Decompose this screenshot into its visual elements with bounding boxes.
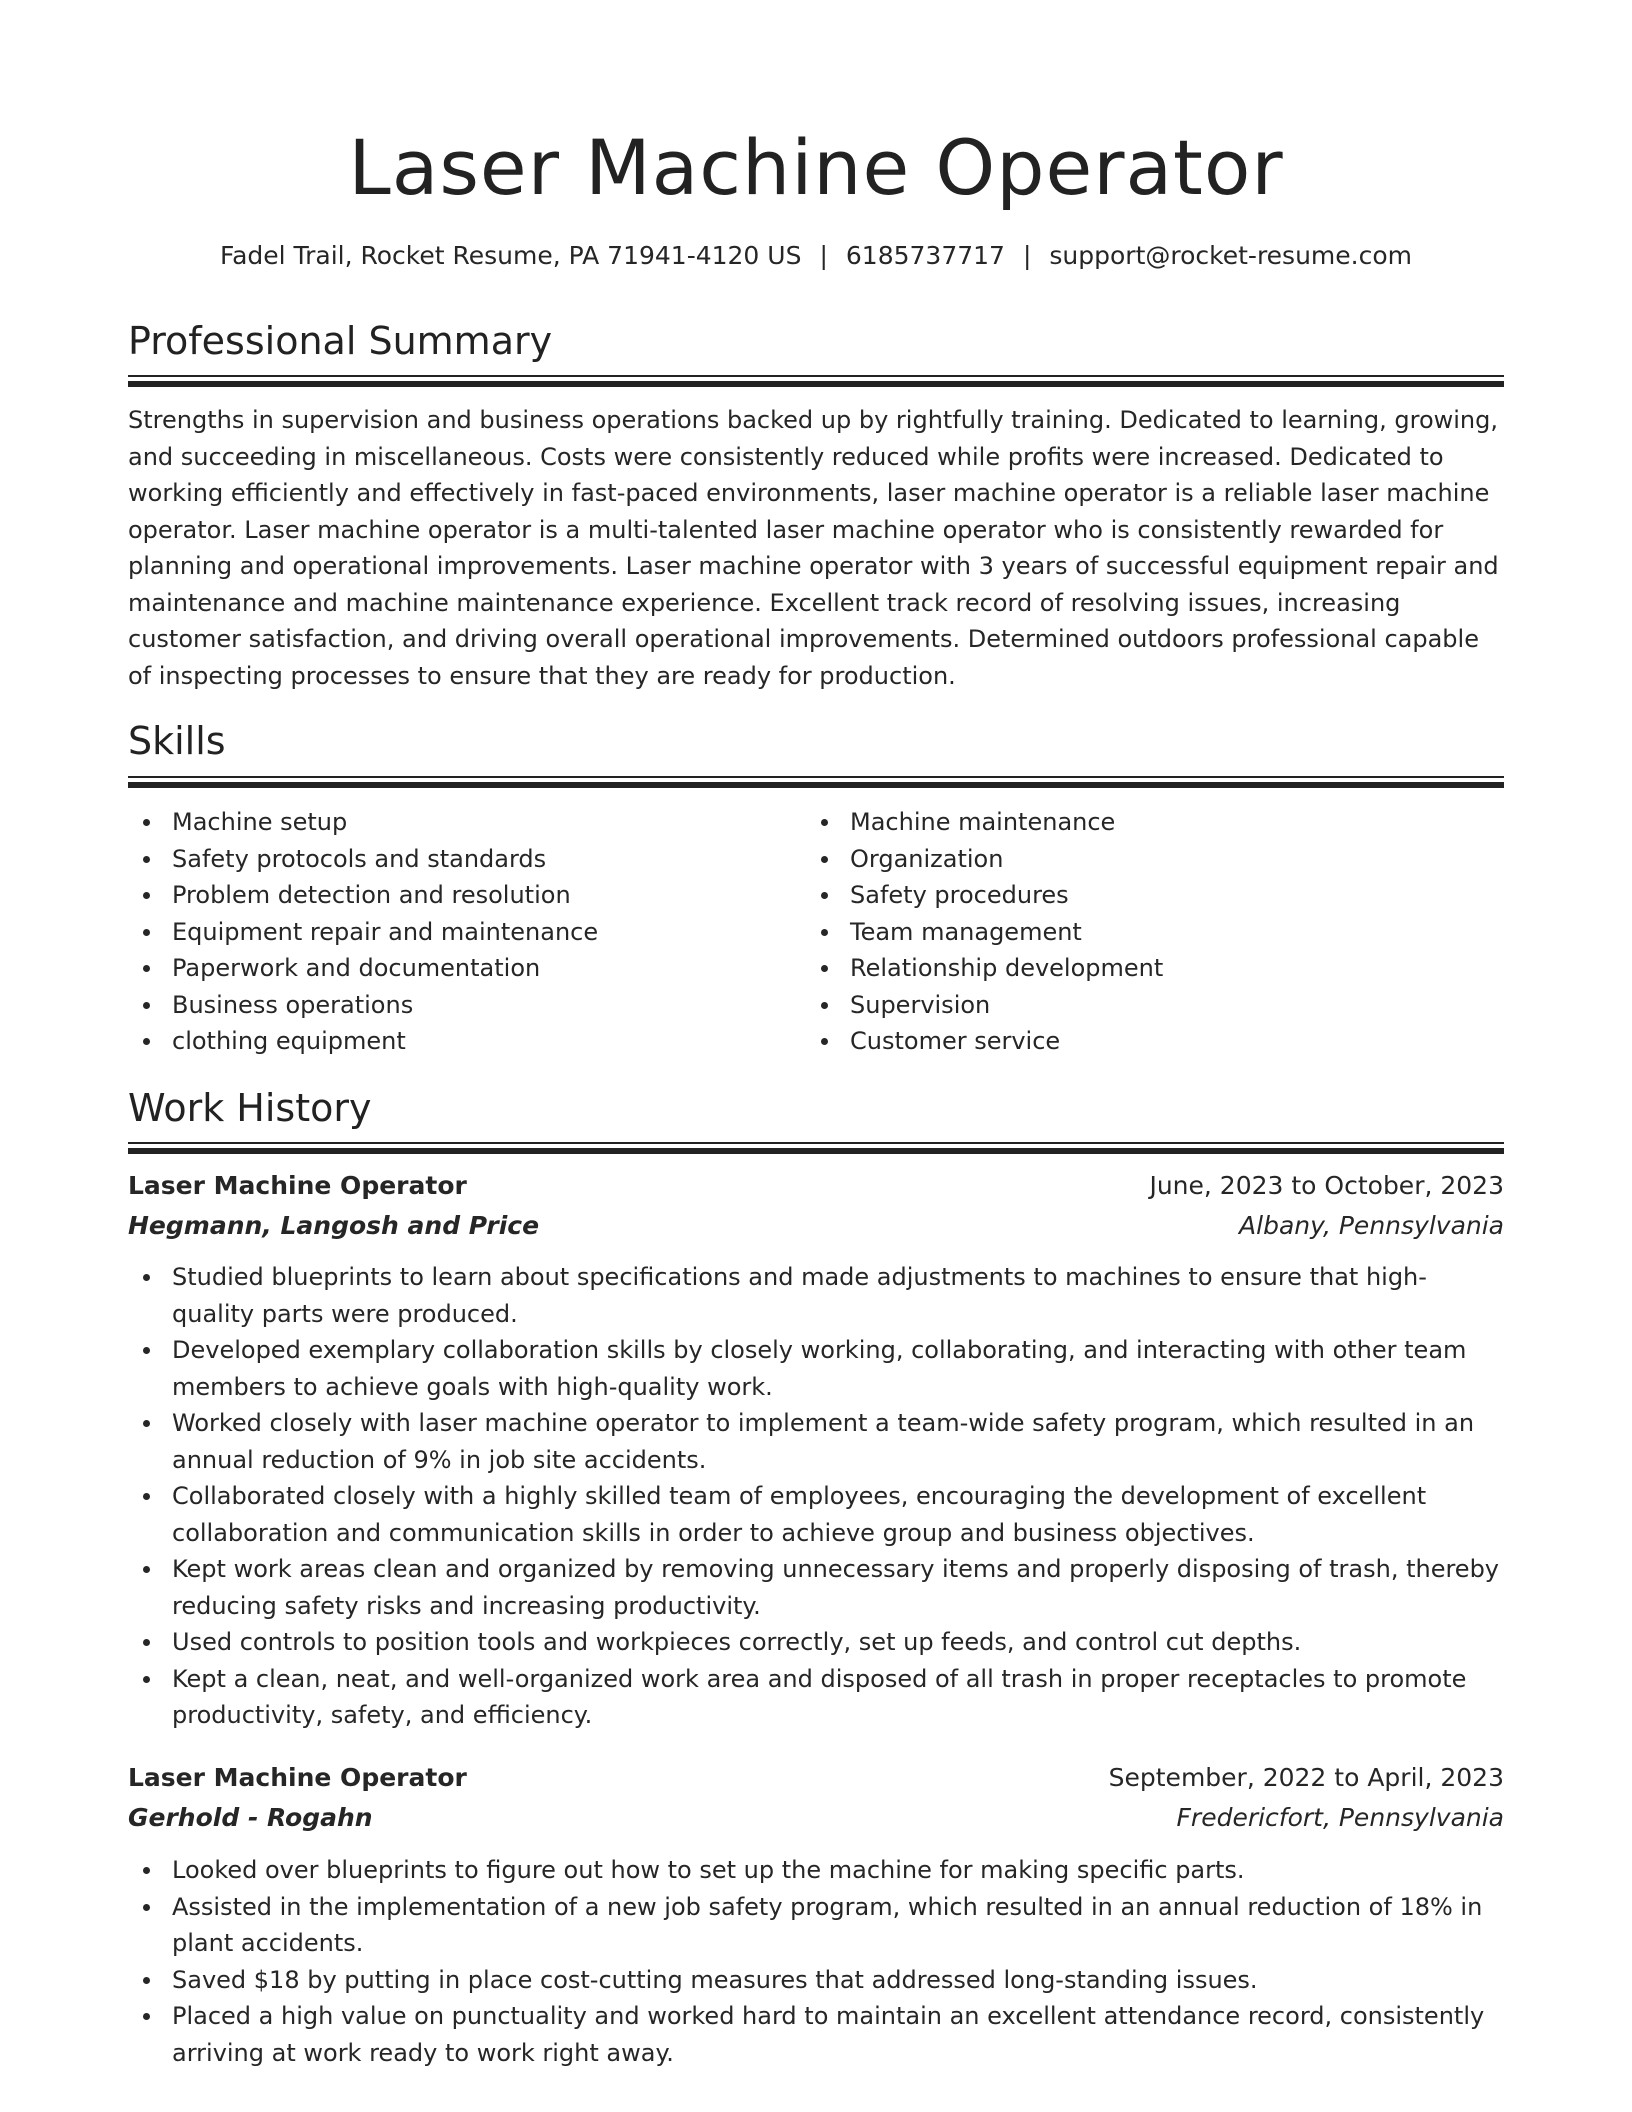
job-header (128, 1168, 1504, 1248)
job-title: Laser Machine Operator (128, 1171, 467, 1200)
job-bullet: Worked closely with laser machine operator to implement a team-wide safety program, which resulted in an annual reduction of 9% in job site accidents. (128, 1405, 1504, 1478)
job-location: Albany, Pennsylvania (1239, 1211, 1504, 1240)
skill-item: Organization (806, 841, 1466, 878)
skill-item: Safety procedures (806, 877, 1466, 914)
job-bullet: Assisted in the implementation of a new job safety program, which resulted in an annual reduction of 18% in plant accidents. (128, 1889, 1504, 1962)
job-bullets (128, 1259, 1504, 1734)
skill-item: Machine setup (128, 804, 788, 841)
contact-phone: 6185737717 (845, 241, 1005, 270)
contact-separator: | (819, 241, 828, 270)
skill-item: Business operations (128, 987, 788, 1024)
job-dates: September, 2022 to April, 2023 (1108, 1763, 1504, 1792)
contact-line (128, 238, 1504, 274)
section-divider (128, 1142, 1504, 1154)
job-bullet: Used controls to position tools and workpieces correctly, set up feeds, and control cut depths. (128, 1624, 1504, 1661)
section-divider (128, 375, 1504, 387)
skill-item: Customer service (806, 1023, 1466, 1060)
skill-item: Supervision (806, 987, 1466, 1024)
job-bullet: Collaborated closely with a highly skilled team of employees, encouraging the development of excellent collaboration and communication skills in order to achieve group and business objectives. (128, 1478, 1504, 1551)
section-divider (128, 776, 1504, 788)
job-company: Gerhold - Rogahn (128, 1803, 373, 1832)
skills-heading: Skills (128, 719, 226, 763)
summary-heading: Professional Summary (128, 319, 553, 363)
skill-item: Machine maintenance (806, 804, 1466, 841)
job-bullet: Studied blueprints to learn about specifications and made adjustments to machines to ensure that high-quality parts were produced. (128, 1259, 1504, 1332)
contact-separator: | (1022, 241, 1032, 270)
skill-item: Paperwork and documentation (128, 950, 788, 987)
job-title: Laser Machine Operator (128, 1763, 467, 1792)
skill-item: Safety protocols and standards (128, 841, 788, 878)
job-bullet: Kept a clean, neat, and well-organized work area and disposed of all trash in proper receptacles to promote productivity, safety, and efficiency. (128, 1661, 1504, 1734)
skill-item: Equipment repair and maintenance (128, 914, 788, 951)
job-dates: June, 2023 to October, 2023 (1149, 1171, 1504, 1200)
job-bullet: Placed a high value on punctuality and worked hard to maintain an excellent attendance record, consistently arriving at work ready to work right away. (128, 1998, 1504, 2071)
contact-email[interactable]: support@rocket-resume.com (1049, 241, 1413, 270)
job-company: Hegmann, Langosh and Price (128, 1211, 540, 1240)
skills-list-right (806, 804, 1466, 1060)
job-location: Fredericfort, Pennsylvania (1176, 1803, 1504, 1832)
work-history-heading: Work History (128, 1086, 372, 1130)
job-bullet: Developed exemplary collaboration skills by closely working, collaborating, and interacting with other team members to achieve goals with high-quality work. (128, 1332, 1504, 1405)
skill-item: clothing equipment (128, 1023, 788, 1060)
skill-item: Problem detection and resolution (128, 877, 788, 914)
job-header (128, 1760, 1504, 1840)
skills-list-left (128, 804, 788, 1060)
resume-name: Laser Machine Operator (348, 123, 1284, 212)
job-bullet: Kept work areas clean and organized by removing unnecessary items and properly disposing of trash, thereby reducing safety risks and increasing productivity. (128, 1551, 1504, 1624)
job-bullet: Saved $18 by putting in place cost-cutting measures that addressed long-standing issues. (128, 1962, 1504, 1999)
job-bullet: Looked over blueprints to figure out how to set up the machine for making specific parts. (128, 1852, 1504, 1889)
skill-item: Relationship development (806, 950, 1466, 987)
job-bullets (128, 1852, 1504, 2071)
contact-address: Fadel Trail, Rocket Resume, PA 71941-4120 US (219, 241, 802, 270)
summary-text: Strengths in supervision and business operations backed up by rightfully training. Dedicated to learning, growing, and succeeding in miscellaneous. Costs were consistently reduced while profits were increased. Dedicated to working efficiently and effectively in fast-paced environments, laser machine operator is a reliable laser machine operator. Laser machine operator is a multi-talented laser machine operator who is consistently rewarded for planning and operational improvements. Laser machine operator with 3 years of successful equipment repair and maintenance and machine maintenance experience. Excellent track record of resolving issues, increasing customer satisfaction, and driving overall operational improvements. Determined outdoors professional capable of inspecting processes to ensure that they are ready for production. (128, 406, 1499, 690)
skill-item: Team management (806, 914, 1466, 951)
